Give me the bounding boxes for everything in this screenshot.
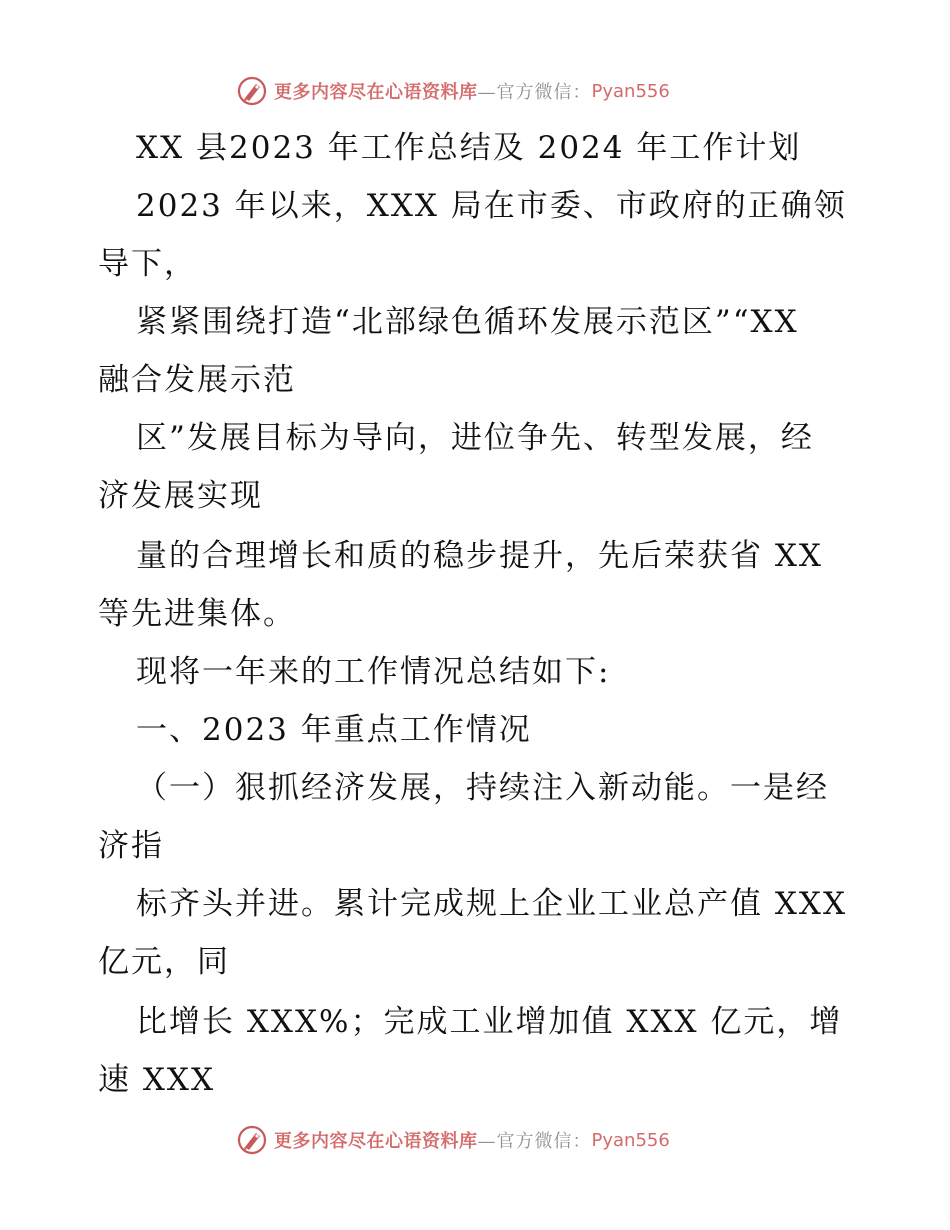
header-watermark <box>236 74 670 108</box>
document-title: XX 县2023 年工作总结及 2024 年工作计划 <box>136 130 802 166</box>
paragraph-line: 融合发展示范 <box>98 362 296 398</box>
paragraph-line: 比增长 XXX%；完成工业增加值 XXX 亿元，增 <box>136 1004 843 1040</box>
pen-nib-logo-icon <box>236 1124 268 1156</box>
watermark-main-text: 更多内容尽在心语资料库 <box>274 82 478 103</box>
paragraph-line: （一）狠抓经济发展，持续注入新动能。一是经 <box>136 770 829 806</box>
paragraph-line: 2023 年以来，XXX 局在市委、市政府的正确领 <box>136 188 847 224</box>
watermark-sub-text: —官方微信： <box>477 1131 592 1152</box>
paragraph-line: 导下， <box>98 246 197 282</box>
watermark-id-text: Pyan556 <box>591 80 670 102</box>
paragraph-line: 区”发展目标为导向，进位争先、转型发展，经 <box>136 420 814 456</box>
paragraph-line: 济发展实现 <box>98 478 263 514</box>
paragraph-line: 标齐头并进。累计完成规上企业工业总产值 XXX <box>136 886 848 922</box>
paragraph-line: 济指 <box>98 828 164 864</box>
watermark-main-text: 更多内容尽在心语资料库 <box>274 1131 478 1152</box>
paragraph-line: 量的合理增长和质的稳步提升，先后荣获省 XX <box>136 538 823 574</box>
watermark-id-text: Pyan556 <box>591 1129 670 1151</box>
paragraph-line: 紧紧围绕打造“北部绿色循环发展示范区”“XX <box>136 304 799 340</box>
pen-nib-logo-icon <box>236 75 268 107</box>
watermark-sub-text: —官方微信： <box>477 82 592 103</box>
paragraph-line: 速 XXX <box>98 1062 216 1098</box>
paragraph-line: 等先进集体。 <box>98 596 296 632</box>
paragraph-line: 现将一年来的工作情况总结如下: <box>136 654 611 690</box>
paragraph-line: 亿元，同 <box>98 944 230 980</box>
section-heading: 一、2023 年重点工作情况 <box>136 712 532 748</box>
footer-watermark <box>236 1123 670 1157</box>
